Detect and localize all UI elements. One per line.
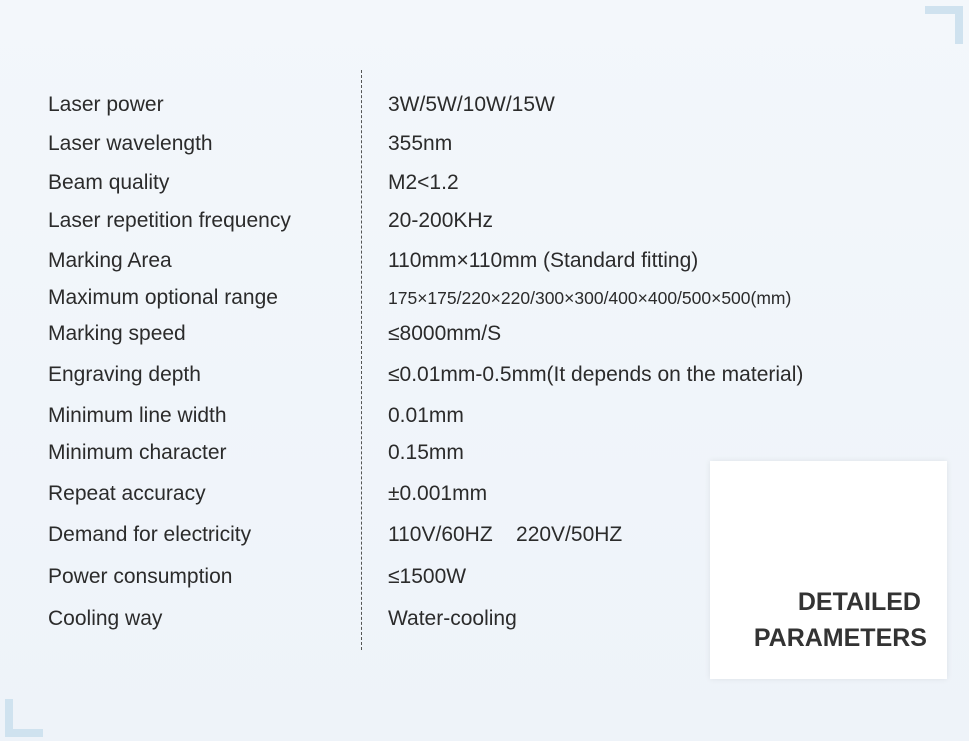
spec-value: 3W/5W/10W/15W <box>388 93 555 116</box>
spec-value: M2<1.2 <box>388 171 459 194</box>
spec-value: 110V/60HZ 220V/50HZ <box>388 523 623 546</box>
spec-row-laser-wavelength <box>0 129 969 159</box>
corner-bracket-bottom-left <box>5 699 43 737</box>
spec-label: Demand for electricity <box>48 523 252 546</box>
spec-label: Cooling way <box>48 607 163 630</box>
spec-value: 175×175/220×220/300×300/400×400/500×500(mm) <box>388 288 792 308</box>
spec-label: Power consumption <box>48 565 233 588</box>
spec-label: Marking speed <box>48 322 186 345</box>
spec-label: Maximum optional range <box>48 286 278 309</box>
spec-label: Minimum character <box>48 441 227 464</box>
spec-value: ≤8000mm/S <box>388 322 502 345</box>
spec-value: 355nm <box>388 132 453 155</box>
spec-value: 110mm×110mm (Standard fitting) <box>388 249 699 272</box>
spec-value: ±0.001mm <box>388 482 488 505</box>
spec-value: ≤0.01mm-0.5mm(It depends on the material) <box>388 363 804 386</box>
panel-title-line-1: DETAILED <box>797 588 921 616</box>
spec-row-repetition-frequency <box>0 206 969 236</box>
spec-value: 20-200KHz <box>388 209 494 232</box>
spec-row-beam-quality <box>0 168 969 198</box>
spec-value: ≤1500W <box>388 565 467 588</box>
spec-label: Repeat accuracy <box>48 482 206 505</box>
spec-value: Water-cooling <box>388 607 517 630</box>
corner-bracket-top-right <box>925 6 963 44</box>
spec-row-line-width <box>0 401 969 431</box>
spec-label: Laser wavelength <box>48 132 213 155</box>
spec-row-marking-area <box>0 246 969 276</box>
spec-label: Beam quality <box>48 171 170 194</box>
spec-label: Laser power <box>48 93 164 116</box>
spec-row-marking-speed <box>0 319 969 349</box>
spec-label: Laser repetition frequency <box>48 209 291 232</box>
panel-title-line-2: PARAMETERS <box>753 624 927 652</box>
spec-label: Marking Area <box>48 249 172 272</box>
spec-row-engraving-depth <box>0 360 969 390</box>
spec-label: Minimum line width <box>48 404 227 427</box>
spec-label: Engraving depth <box>48 363 201 386</box>
detailed-parameters-panel <box>710 461 947 679</box>
spec-value: 0.01mm <box>388 404 464 427</box>
spec-row-laser-power <box>0 90 969 120</box>
spec-row-optional-range <box>0 283 969 313</box>
spec-value: 0.15mm <box>388 441 464 464</box>
